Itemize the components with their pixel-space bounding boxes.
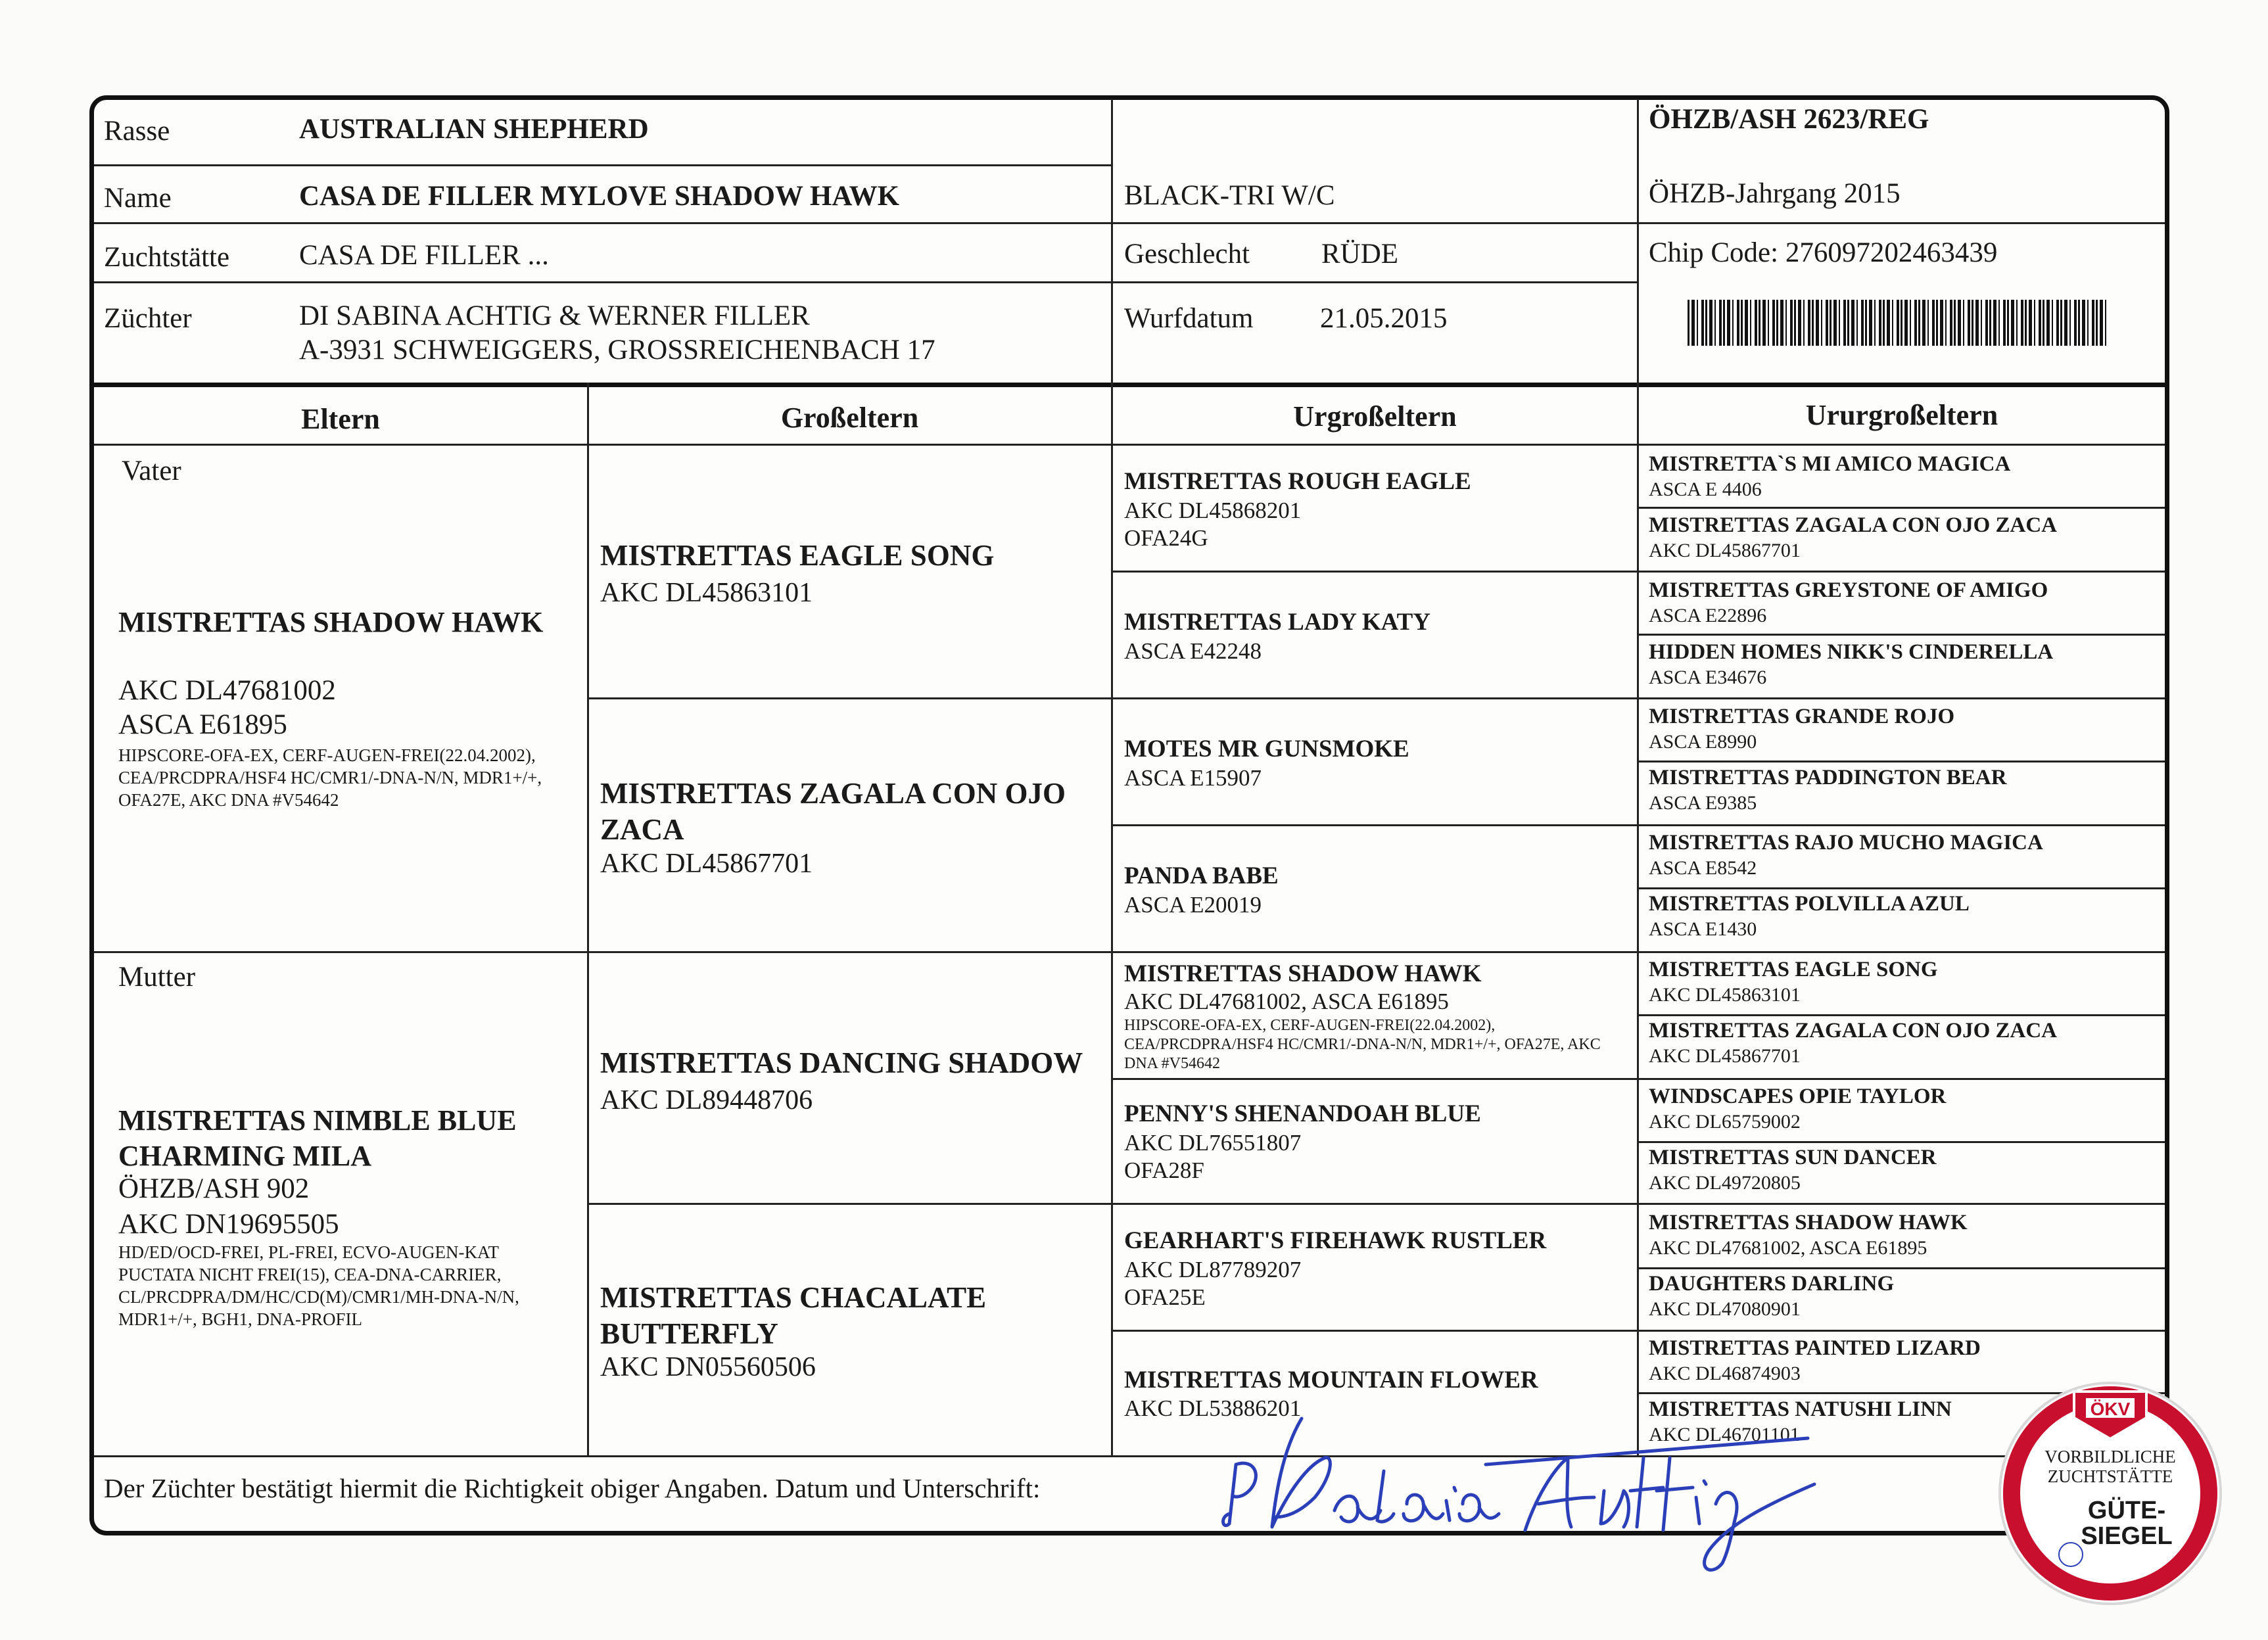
col-ururgrosseltern: Ururgroßeltern (1805, 399, 1998, 431)
great-grandparent-name: GEARHART'S FIREHAWK RUSTLER (1124, 1227, 1547, 1254)
ggg-name: MISTRETTA`S MI AMICO MAGICA (1649, 452, 2011, 476)
ggg-reg: AKC DL46701101 (1649, 1424, 1800, 1445)
great-grandparent-name: PANDA BABE (1124, 862, 1279, 889)
grandparent-reg: AKC DL45867701 (600, 849, 813, 879)
registry-year: ÖHZB-Jahrgang 2015 (1649, 178, 1901, 209)
svg-text:VORBILDLICHE: VORBILDLICHE (2044, 1447, 2176, 1466)
ggg-name: MISTRETTAS PAINTED LIZARD (1649, 1336, 1981, 1360)
rule (94, 222, 2165, 224)
rule (587, 697, 2165, 699)
great-grandparent-reg: AKC DL47681002, ASCA E61895 (1124, 989, 1449, 1014)
grandparent-reg: AKC DL45863101 (600, 578, 813, 608)
kennel-name: CASA DE FILLER ... (299, 240, 549, 271)
sex-value: RÜDE (1321, 239, 1399, 269)
dog-name: CASA DE FILLER MYLOVE SHADOW HAWK (299, 181, 900, 212)
ggg-name: MISTRETTAS EAGLE SONG (1649, 958, 1938, 981)
ggg-name: MISTRETTAS NATUSHI LINN (1649, 1397, 1952, 1421)
rule (94, 383, 2165, 387)
chip-code: Chip Code: 276097202463439 (1649, 237, 1998, 268)
ggg-reg: AKC DL46874903 (1649, 1363, 1801, 1384)
dam-reg-2: AKC DN19695505 (118, 1209, 339, 1240)
rule (1111, 383, 1113, 1455)
rule (1637, 1267, 2165, 1269)
ggg-name: DAUGHTERS DARLING (1649, 1272, 1895, 1296)
rule (1637, 383, 1639, 1455)
grandparent-name: MISTRETTAS DANCING SHADOW (600, 1046, 1083, 1079)
birth-date: 21.05.2015 (1320, 303, 1448, 334)
great-grandparent-reg: AKC DL45868201 (1124, 498, 1302, 523)
ggg-reg: AKC DL65759002 (1649, 1111, 1801, 1133)
ggg-reg: AKC DL45867701 (1649, 1045, 1801, 1067)
sire-reg-2: ASCA E61895 (118, 709, 287, 740)
rule (1111, 1330, 2165, 1332)
rule (1111, 1078, 2165, 1080)
ggg-reg: ASCA E9385 (1649, 792, 1757, 814)
ggg-name: MISTRETTAS GREYSTONE OF AMIGO (1649, 578, 2048, 602)
ggg-reg: AKC DL47681002, ASCA E61895 (1649, 1237, 1927, 1259)
ggg-reg: AKC DL45867701 (1649, 540, 1801, 561)
ggg-name: MISTRETTAS SUN DANCER (1649, 1146, 1937, 1169)
ggg-name: MISTRETTAS RAJO MUCHO MAGICA (1649, 831, 2043, 855)
svg-text:SIEGEL: SIEGEL (2081, 1522, 2173, 1550)
great-grandparent-extra: OFA28F (1124, 1158, 1204, 1183)
rule (94, 164, 1111, 166)
rule (1111, 571, 2165, 573)
rule (94, 444, 2165, 446)
ggg-reg: AKC DL45863101 (1649, 984, 1801, 1006)
ggg-reg: ASCA E34676 (1649, 667, 1767, 688)
breeder-address: A-3931 SCHWEIGGERS, GROSSREICHENBACH 17 (299, 335, 935, 365)
ggg-name: MISTRETTAS GRANDE ROJO (1649, 705, 1955, 728)
col-eltern: Eltern (301, 403, 380, 435)
rule (1637, 761, 2165, 762)
breeder-names: DI SABINA ACHTIG & WERNER FILLER (299, 300, 810, 331)
parent-role-vater: Vater (122, 456, 181, 486)
great-grandparent-name: MOTES MR GUNSMOKE (1124, 736, 1409, 762)
ggg-reg: AKC DL49720805 (1649, 1172, 1801, 1194)
ggg-reg: ASCA E8990 (1649, 731, 1757, 753)
name-label: Name (104, 183, 172, 214)
grandparent-reg: AKC DN05560506 (600, 1352, 816, 1382)
great-grandparent-notes: HIPSCORE-OFA-EX, CERF-AUGEN-FREI(22.04.2002), CEA/PRCDPRA/HSF4 HC/CMR1/-DNA-N/N, MDR1+/+, OFA27E, AKC DNA #V54642 (1124, 1017, 1601, 1072)
rule (94, 951, 2165, 953)
great-grandparent-reg: AKC DL76551807 (1124, 1130, 1302, 1156)
dam-name: MISTRETTAS NIMBLE BLUE CHARMING MILA (118, 1104, 517, 1172)
zuchtstaette-label: Zuchtstätte (104, 242, 230, 273)
ggg-reg: ASCA E22896 (1649, 605, 1767, 626)
great-grandparent-name: MISTRETTAS LADY KATY (1124, 609, 1431, 636)
rule (587, 1203, 2165, 1205)
rasse-label: Rasse (104, 116, 170, 147)
ggg-name: HIDDEN HOMES NIKK'S CINDERELLA (1649, 640, 2054, 664)
rule (1111, 824, 2165, 826)
rule (587, 383, 589, 1455)
dam-health-notes: HD/ED/OCD-FREI, PL-FREI, ECVO-AUGEN-KAT PUCTATA NICHT FREI(15), CEA-DNA-CARRIER, CL/PRCDPRA/DM/HC/CD(M)/CMR1/MH-DNA-N/N, MDR1+/+, BGH1, DNA-PROFIL (118, 1242, 519, 1329)
sire-name: MISTRETTAS SHADOW HAWK (118, 606, 544, 638)
grandparent-reg: AKC DL89448706 (600, 1085, 813, 1115)
great-grandparent-extra: OFA24G (1124, 525, 1208, 551)
signature-icon (1210, 1392, 1821, 1583)
rule (1111, 99, 1113, 383)
ggg-reg: ASCA E1430 (1649, 918, 1757, 940)
great-grandparent-name: PENNY'S SHENANDOAH BLUE (1124, 1100, 1481, 1127)
ggg-name: MISTRETTAS SHADOW HAWK (1649, 1211, 1968, 1234)
great-grandparent-extra: OFA25E (1124, 1284, 1206, 1310)
ggg-reg: AKC DL47080901 (1649, 1298, 1801, 1320)
ggg-name: MISTRETTAS ZAGALA CON OJO ZACA (1649, 1019, 2057, 1043)
great-grandparent-reg: AKC DL87789207 (1124, 1257, 1302, 1282)
grandparent-name: MISTRETTAS EAGLE SONG (600, 539, 995, 572)
breeder-statement: Der Züchter bestätigt hiermit die Richtigkeit obiger Angaben. Datum und Unterschrift: (104, 1473, 1041, 1503)
sire-reg-1: AKC DL47681002 (118, 675, 336, 706)
svg-text:GÜTE-: GÜTE- (2087, 1497, 2166, 1524)
ggg-reg: ASCA E 4406 (1649, 479, 1762, 500)
col-grosseltern: Großeltern (780, 402, 919, 434)
ggg-reg: ASCA E8542 (1649, 857, 1757, 879)
great-grandparent-name: MISTRETTAS MOUNTAIN FLOWER (1124, 1367, 1538, 1394)
svg-text:ÖKV: ÖKV (2090, 1399, 2131, 1419)
great-grandparent-reg: ASCA E15907 (1124, 765, 1262, 791)
rule (94, 281, 1639, 283)
ggg-name: MISTRETTAS ZAGALA CON OJO ZACA (1649, 513, 2057, 537)
barcode-icon (1688, 300, 2108, 346)
rasse-value: AUSTRALIAN SHEPHERD (299, 114, 649, 145)
zuechter-label: Züchter (104, 303, 192, 334)
dam-reg-1: ÖHZB/ASH 902 (118, 1173, 310, 1204)
rule (1637, 99, 1639, 383)
grandparent-name: MISTRETTAS ZAGALA CON OJO ZACA (600, 777, 1066, 846)
ggg-name: MISTRETTAS POLVILLA AZUL (1649, 892, 1970, 916)
great-grandparent-name: MISTRETTAS ROUGH EAGLE (1124, 468, 1471, 495)
rule (1637, 1141, 2165, 1143)
grandparent-name: MISTRETTAS CHACALATE BUTTERFLY (600, 1281, 987, 1350)
rule (1637, 1014, 2165, 1016)
rule (94, 1455, 2165, 1457)
great-grandparent-reg: ASCA E42248 (1124, 638, 1262, 664)
ggg-name: MISTRETTAS PADDINGTON BEAR (1649, 766, 2007, 789)
geschlecht-label: Geschlecht (1124, 239, 1250, 269)
registration-number: ÖHZB/ASH 2623/REG (1649, 104, 1929, 135)
great-grandparent-reg: ASCA E20019 (1124, 892, 1262, 918)
great-grandparent-reg: AKC DL53886201 (1124, 1395, 1302, 1421)
coat-color: BLACK-TRI W/C (1124, 180, 1335, 211)
wurfdatum-label: Wurfdatum (1124, 303, 1254, 334)
rule (1637, 634, 2165, 636)
great-grandparent-name: MISTRETTAS SHADOW HAWK (1124, 960, 1482, 987)
svg-text:ZUCHTSTÄTTE: ZUCHTSTÄTTE (2047, 1466, 2173, 1486)
rule (1637, 507, 2165, 509)
rule (1637, 887, 2165, 889)
ggg-name: WINDSCAPES OPIE TAYLOR (1649, 1085, 1947, 1108)
okv-seal-icon (1995, 1378, 2225, 1608)
sire-health-notes: HIPSCORE-OFA-EX, CERF-AUGEN-FREI(22.04.2002), CEA/PRCDPRA/HSF4 HC/CMR1/-DNA-N/N, MDR1+/+, OFA27E, AKC DNA #V54642 (118, 745, 542, 810)
col-urgrosseltern: Urgroßeltern (1293, 400, 1457, 433)
parent-role-mutter: Mutter (118, 962, 196, 993)
